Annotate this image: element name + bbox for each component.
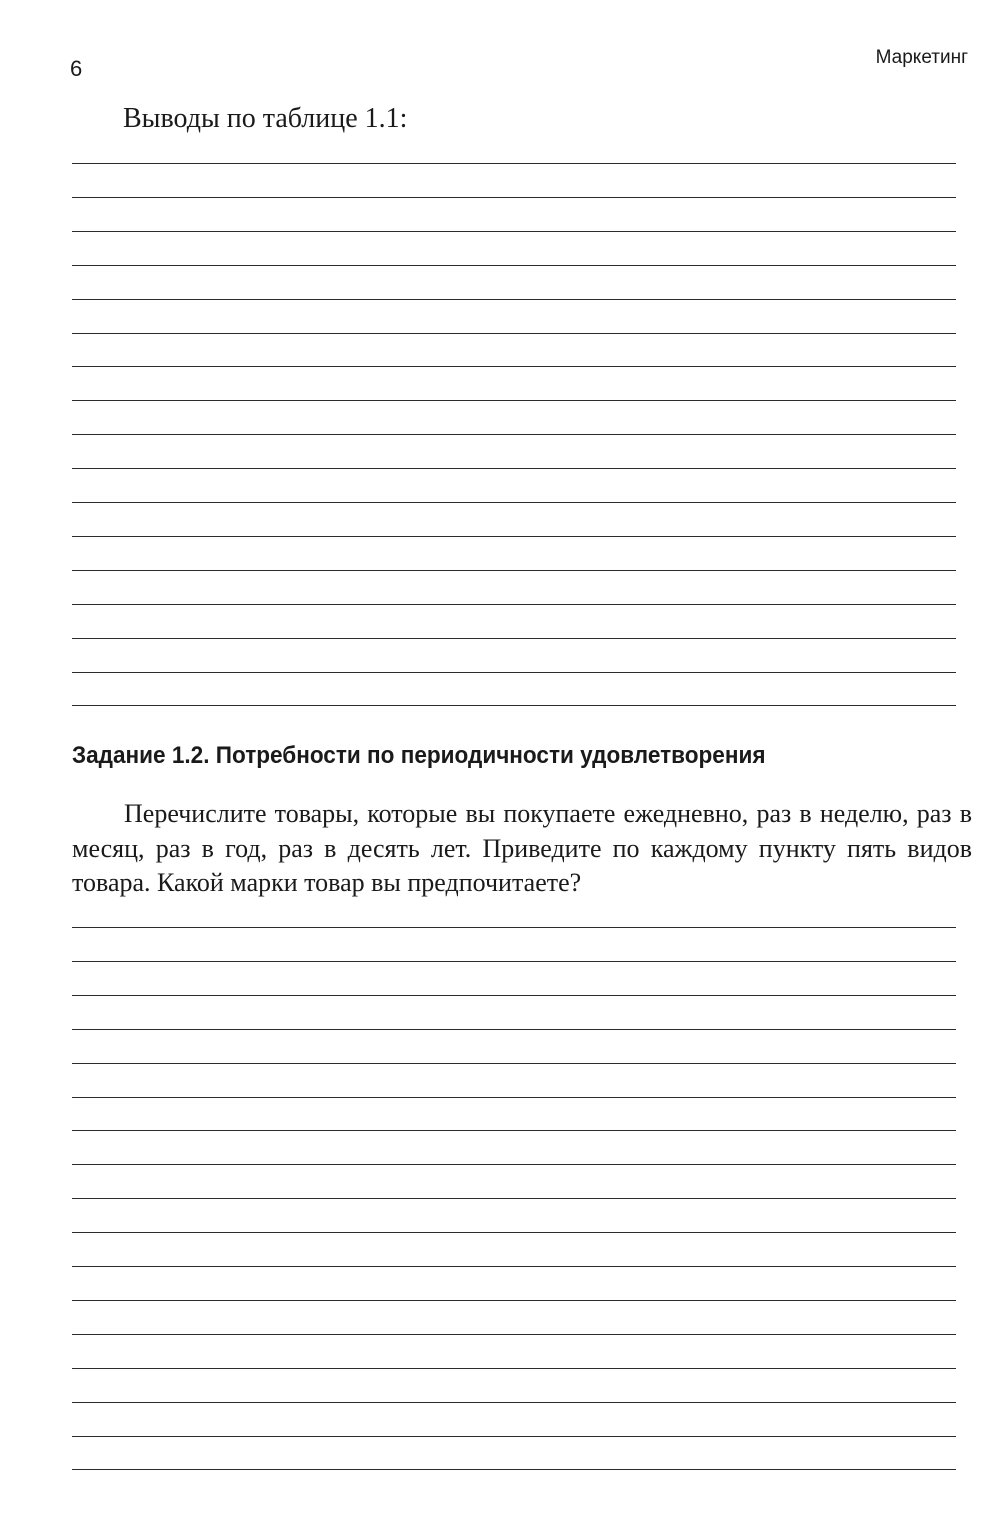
answer-line[interactable] (72, 366, 956, 367)
answer-line[interactable] (72, 961, 956, 962)
answer-line[interactable] (72, 265, 956, 266)
answer-line[interactable] (72, 502, 956, 503)
answer-line[interactable] (72, 299, 956, 300)
answer-line[interactable] (72, 638, 956, 639)
answer-line[interactable] (72, 1164, 956, 1165)
answer-lines-task-1-2[interactable] (72, 927, 956, 1473)
answer-line[interactable] (72, 1469, 956, 1470)
answer-line[interactable] (72, 400, 956, 401)
answer-line[interactable] (72, 995, 956, 996)
answer-line[interactable] (72, 1436, 956, 1437)
answer-line[interactable] (72, 604, 956, 605)
answer-lines-table-conclusions[interactable] (72, 163, 956, 709)
answer-line[interactable] (72, 705, 956, 706)
running-header: Маркетинг (875, 47, 968, 68)
answer-line[interactable] (72, 1097, 956, 1098)
page-number: 6 (70, 56, 83, 81)
answer-line[interactable] (72, 163, 956, 164)
answer-line[interactable] (72, 1063, 956, 1064)
task-1-2-title: Задание 1.2. Потребности по периодичности удовлетворения (72, 742, 766, 769)
answer-line[interactable] (72, 570, 956, 571)
answer-line[interactable] (72, 1130, 956, 1131)
answer-line[interactable] (72, 1266, 956, 1267)
answer-line[interactable] (72, 927, 956, 928)
answer-line[interactable] (72, 434, 956, 435)
answer-line[interactable] (72, 333, 956, 334)
task-1-2-instructions: Перечислите товары, которые вы покупаете ежедневно, раз в неделю, раз в месяц, раз в год, раз в десять лет. Приведите по каждому пункту пять видов товара. Какой марки товар вы предпочитаете? (72, 799, 972, 897)
answer-line[interactable] (72, 1232, 956, 1233)
answer-line[interactable] (72, 468, 956, 469)
answer-line[interactable] (72, 197, 956, 198)
answer-line[interactable] (72, 672, 956, 673)
answer-line[interactable] (72, 1029, 956, 1030)
answer-line[interactable] (72, 231, 956, 232)
answer-line[interactable] (72, 1198, 956, 1199)
answer-line[interactable] (72, 1368, 956, 1369)
answer-line[interactable] (72, 1402, 956, 1403)
answer-line[interactable] (72, 1334, 956, 1335)
table-conclusions-heading: Выводы по таблице 1.1: (123, 103, 408, 134)
answer-line[interactable] (72, 1300, 956, 1301)
answer-line[interactable] (72, 536, 956, 537)
